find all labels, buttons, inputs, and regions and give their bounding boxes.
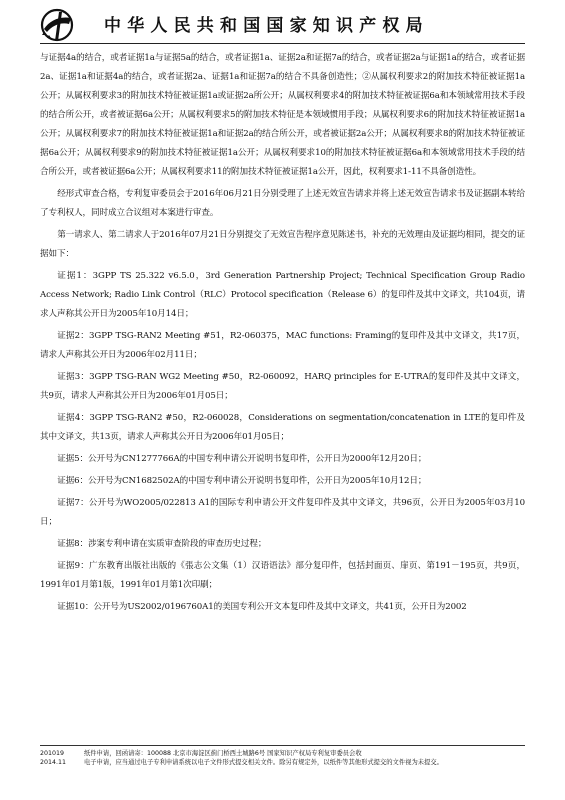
body-paragraph: 证据1：3GPP TS 25.322 v6.5.0，3rd Generation Partnership Project; Technical Specification Group Radio Access Network; Radio Link Control（RLC）Protocol specification（Release 6）的复印件及其中文译文，共104页，请求人声称其公开日为2005年10月14日；	[40, 271, 525, 319]
body-paragraph: 证据8：涉案专利申请在实质审查阶段的审查历史过程；	[57, 539, 267, 549]
footer-line	[40, 749, 525, 758]
page-footer	[40, 749, 525, 767]
body-paragraph: 证据2：3GPP TSG-RAN2 Meeting #51，R2-060375，MAC functions: Framing的复印件及其中文译文，共17页，请求人声称其公开日为2006年02月11日；	[40, 331, 525, 360]
page-header	[0, 0, 565, 46]
body-paragraph: 证据5：公开号为CN1277766A的中国专利申请公开说明书复印件，公开日为2000年12月20日；	[57, 454, 427, 464]
body-paragraph: 第一请求人、第二请求人于2016年07月21日分别提交了无效宣告程序意见陈述书，补充的无效理由及证据均相同，提交的证据如下：	[40, 230, 525, 259]
form-code: 2014.11	[40, 759, 67, 766]
header-divider	[40, 43, 525, 44]
body-paragraph: 经形式审查合格，专利复审委员会于2016年06月21日分别受理了上述无效宣告请求并将上述无效宣告请求书及证据副本转给了专利权人，同时成立合议组对本案进行审查。	[40, 189, 525, 218]
footer-divider	[40, 745, 525, 746]
document-body	[40, 49, 525, 620]
body-paragraph: 证据9：广东教育出版社出版的《張志公文集（1）汉语语法》部分复印件，包括封面页、扉页、第191－195页，共9页，1991年01月第1版，1991年01月第1次印刷；	[40, 561, 525, 590]
footer-line	[40, 758, 525, 767]
footer-notice: 电子申请，应当通过电子专利申请系统以电子文件形式提交相关文件。除另有规定外，以纸件等其他形式提交的文件视为未提交。	[84, 759, 443, 766]
body-paragraph: 证据3：3GPP TSG-RAN WG2 Meeting #50，R2-060092，HARQ principles for E-UTRA的复印件及其中文译文，共9页，请求人声称其公开日为2006年01月05日；	[40, 372, 525, 401]
body-paragraph: 证据6：公开号为CN1682502A的中国专利申请公开说明书复印件，公开日为2005年10月12日；	[57, 476, 427, 486]
body-paragraph: 证据4：3GPP TSG-RAN2 #50，R2-060028，Considerations on segmentation/concatenation in LTE的复印件及其中文译文，共13页，请求人声称其公开日为2006年01月05日；	[40, 413, 525, 442]
body-paragraph: 证据7：公开号为WO2005/022813 A1的国际专利申请公开文件复印件及其中文译文，共96页，公开日为2005年03月10日；	[40, 498, 525, 527]
org-title: 中华人民共和国国家知识产权局	[104, 16, 429, 36]
body-paragraph: 证据10：公开号为US2002/0196760A1的美国专利公开文本复印件及其中文译文，共41页，公开日为2002	[57, 602, 467, 612]
sipo-emblem-icon	[40, 8, 74, 42]
footer-notice: 纸件申请，回函请寄：100088 北京市海淀区蓟门桥西土城路6号 国家知识产权局专利复审委员会收	[84, 750, 362, 757]
form-code: 201019	[40, 750, 65, 757]
body-paragraph: 与证据4a的结合，或者证据1a与证据5a的结合，或者证据1a、证据2a和证据7a的结合，或者证据2a与证据1a的结合，或者证据2a、证据1a和证据4a的结合，或者证据2a、证据1a和证据7a的结合不具备创造性；②从属权利要求2的附加技术特征被证据1a公开；从属权利要求3的附加技术特征被证据1a或证据2a所公开；从属权利要求4的附加技术特征被证据6a和本领域常用技术手段的结合所公开，或者被证据6a公开；从属权利要求5的附加技术特征是本领域惯用手段；从属权利要求6的附加技术特征被证据1a公开；从属权利要求7的附加技术特征被证据1a和证据2a的结合所公开，或者被证据2a公开；从属权利要求8的附加技术特征被证据6a公开；从属权利要求9的附加技术特征被证据1a公开；从属权利要求10的附加技术特征被证据6a和本领域常用技术手段的结合所公开，或者被证据6a公开；从属权利要求11的附加技术特征被证据1a公开，因此，权利要求1-11不具备创造性。	[40, 53, 525, 177]
